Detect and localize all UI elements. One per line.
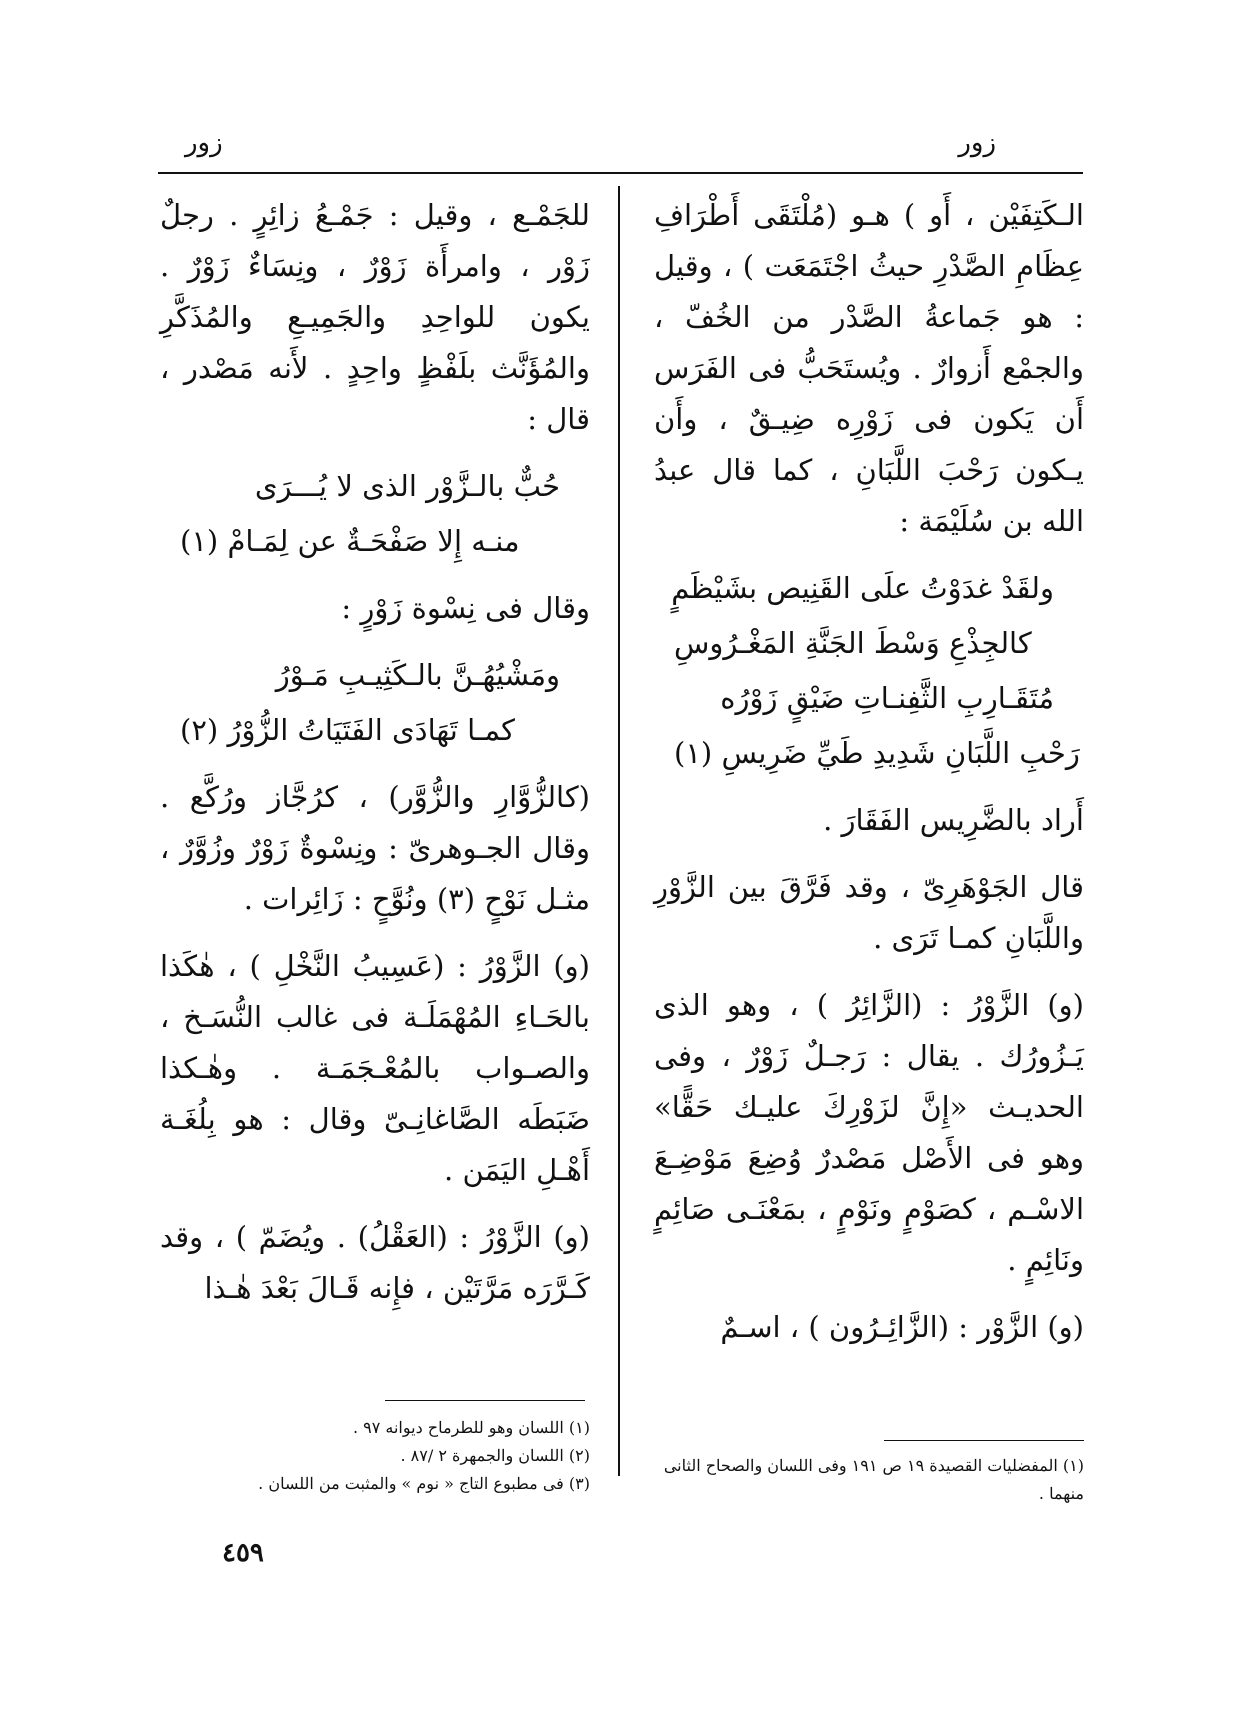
paragraph: (و) الزَّوْر : (الزَّائِـرُون ) ، اسـمٌ bbox=[720, 1310, 1084, 1344]
footnote: (٣) فى مطبوع التاج « نوم » والمثبت من اللسان . bbox=[258, 1474, 590, 1493]
page-number: ٤٥٩ bbox=[222, 1538, 264, 1568]
footnotes-left bbox=[160, 1414, 590, 1498]
paragraph: (و) الزَّوْرُ : (عَسِيبُ النَّخْلِ ) ، هٰكَذا بالحَـاءِ المُهْمَلَـة فى غالب النُّسَـخ ، والصـواب بالمُعْـجَمَـة . وهٰـكذا ضَبَطَه الصَّاغانِـىّ وقال : هو بِلُغَـة أَهْـلِ اليَمَن . bbox=[160, 949, 590, 1187]
running-header-right: زور bbox=[958, 128, 996, 158]
verse-line: رَحْبِ اللَّبَانِ شَدِيدِ طَيِّ ضَرِيسِ (١) bbox=[674, 736, 1080, 770]
paragraph: أَراد بالضَّرِيس الفَقَارَ . bbox=[823, 803, 1084, 837]
footnote: (١) اللسان وهو للطرماح ديوانه ٩٧ . bbox=[352, 1418, 590, 1437]
paragraph: وقال فى نِسْوة زَوْرٍ : bbox=[341, 591, 590, 625]
footnote: (٢) اللسان والجمهرة ٢ /٨٧ . bbox=[400, 1446, 590, 1465]
verse-line: كمـا تَهَادَى الفَتَيَاتُ الزُّوْرُ (٢) bbox=[180, 713, 515, 747]
right-column bbox=[654, 190, 1084, 1369]
running-header-left: زور bbox=[185, 128, 223, 158]
verse-line: حُبٌّ بالـزَّوْر الذى لا يُـــرَى bbox=[254, 469, 560, 503]
verse bbox=[160, 461, 590, 567]
footnote: (١) المفضليات القصيدة ١٩ ص ١٩١ وفى اللسان والصحاح الثانى منهما . bbox=[663, 1456, 1084, 1503]
paragraph: (و) الزَّوْرُ : (العَقْلُ) . ويُضَمّ ) ، وقد كَـرَّرَه مَرَّتَيْن ، فإِنه قَـالَ بَعْدَ هٰـذا bbox=[160, 1220, 590, 1305]
verse bbox=[160, 650, 590, 756]
verse bbox=[654, 563, 1084, 779]
paragraph: الـكَتِفَيْن ، أَو ) هـو (مُلْتَقَى أَطْرَافِ عِظَامِ الصَّدْرِ حيثُ اجْتَمَعَت ) ، وقيل : هو جَماعةُ الصَّدْر من الخُفّ ، والجمْع أَزوارٌ . ويُستَحَبُّ فى الفَرَس أَن يَكون فى زَوْرِه ضِيـقٌ ، وأَن يـكون رَحْبَ اللَّبَانِ ، كما قال عبدُ الله بن سُلَيْمَة : bbox=[654, 198, 1084, 538]
verse-line: ومَشْيُهُـنَّ بالـكَثِيـبِ مَـوْرُ bbox=[275, 658, 560, 692]
paragraph: (و) الزَّوْرُ : (الزَّائِرُ ) ، وهو الذى يَـزُورُك . يقال : رَجـلٌ زَوْرٌ ، وفى الحديـث «إِنَّ لزَوْرِكَ عليـك حَقًّا» وهو فى الأَصْل مَصْدرٌ وُضِعَ مَوْضِـعَ الاسْـم ، كصَوْمٍ ونَوْمٍ ، بمَعْنَـى صَائِمٍ ونَائِمٍ . bbox=[654, 988, 1084, 1277]
footnote-rule bbox=[884, 1440, 1084, 1441]
paragraph: للجَمْـع ، وقيل : جَمْـعُ زائِرٍ . رجلٌ زَوْر ، وامرأَة زَوْرٌ ، ونِسَاءٌ زَوْرٌ . يكون للواحِدِ والجَمِيـعِ والمُذَكَّرِ والمُؤَنَّث بلَفْظٍ واحِدٍ . لأَنه مَصْدر ، قال : bbox=[160, 198, 590, 436]
left-column bbox=[160, 190, 590, 1330]
verse-line: ولقَدْ غدَوْتُ علَى القَنِيص بشَيْظَمٍ bbox=[671, 571, 1054, 605]
footnote-rule bbox=[385, 1400, 585, 1401]
verse-line: منـه إِلا صَفْحَـةٌ عن لِمَـامْ (١) bbox=[180, 524, 520, 558]
column-divider bbox=[618, 186, 620, 1476]
paragraph: قال الجَوْهَرِىّ ، وقد فَرَّقَ بين الزَّوْرِ واللَّبَانِ كمـا تَرَى . bbox=[654, 870, 1084, 955]
verse-line: مُتَقَـارِبِ الثَّفِنـاتِ ضَيْقٍ زَوْرُه bbox=[720, 681, 1054, 715]
verse-line: كالجِذْعِ وَسْطَ الجَنَّةِ المَغْـرُوسِ bbox=[674, 626, 1032, 660]
paragraph: (كالزُّوَّارِ والزُّوَّر) ، كرُجَّاز ورُكَّع . وقال الجـوهرىّ : ونِسْوةٌ زَوْرٌ وزُوَّرٌ ، مثـل نَوْحٍ (٣) ونُوَّحٍ : زَائِرات . bbox=[160, 780, 590, 916]
header-rule bbox=[158, 172, 1083, 174]
footnotes-right bbox=[654, 1452, 1084, 1508]
